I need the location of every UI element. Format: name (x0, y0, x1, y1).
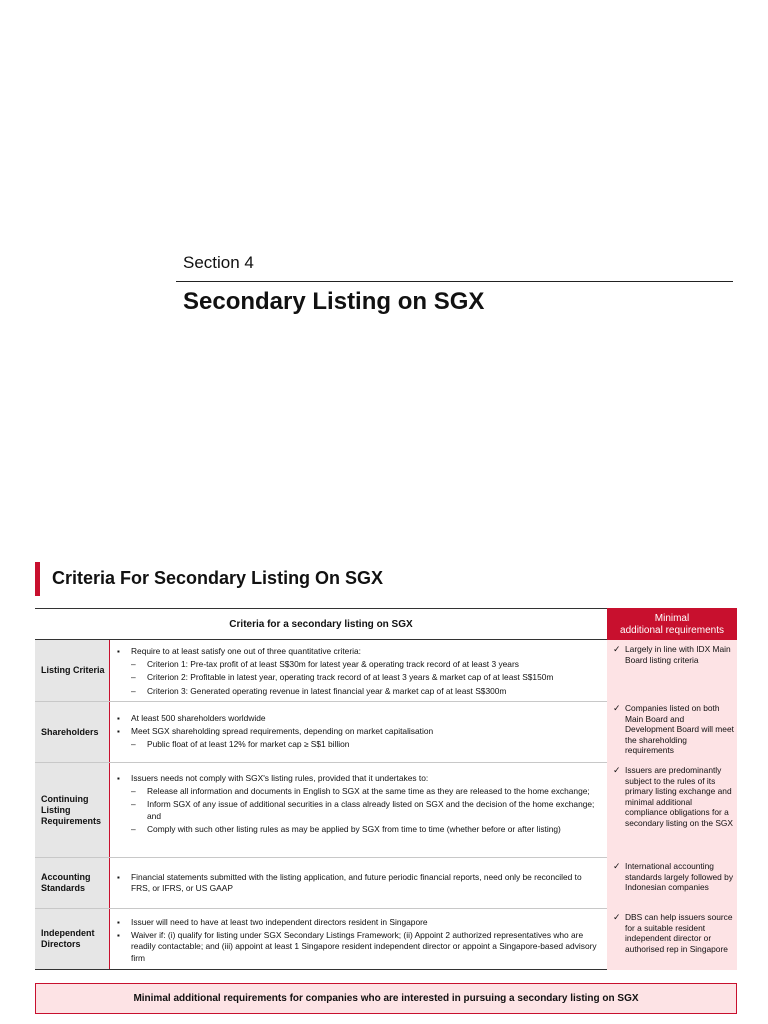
row-label: Independent Directors (35, 909, 110, 969)
criteria-heading: Criteria For Secondary Listing On SGX (52, 568, 384, 588)
bullet: ▪ Meet SGX shareholding spread requirements, depending on market capitalisation (116, 726, 603, 737)
table-row-accounting-standards (35, 858, 607, 909)
row-body (116, 713, 603, 751)
section-label: Section 4 (183, 253, 254, 272)
table-row-shareholders (35, 702, 607, 763)
side-header-line2: additional requirements (620, 624, 724, 636)
bullet: ▪ Require to at least satisfy one out of three quantitative criteria: (116, 646, 603, 657)
bullet: ▪ Issuers needs not comply with SGX's listing rules, provided that it undertakes to: (116, 773, 603, 784)
row-label: Continuing Listing Requirements (35, 763, 110, 857)
bullet: ▪ Waiver if: (i) qualify for listing under SGX Secondary Listings Framework; (ii) Appoint 2 authorized representatives who are readily contactable; and (iii) appoint at least 1 Singapore resident independent director or appoint a Singapore-based advisory firm (116, 930, 603, 964)
row-body (116, 773, 603, 835)
sub-bullet: – Inform SGX of any issue of additional securities in a class already listed on SGX and the decision of the home exchange; and (116, 799, 603, 821)
side-header-line1: Minimal (654, 612, 690, 624)
row-body (116, 917, 603, 964)
row-label: Shareholders (35, 702, 110, 762)
table-row-listing-criteria (35, 640, 607, 702)
row-body (116, 646, 603, 697)
footer-note-box (35, 983, 737, 1014)
side-requirement-item: ✓ Largely in line with IDX Main Board listing criteria (611, 644, 735, 665)
sub-bullet: – Comply with such other listing rules as may be applied by SGX from time to time (whether before or after listing) (116, 824, 603, 835)
bullet: ▪ Issuer will need to have at least two independent directors resident in Singapore (116, 917, 603, 928)
bullet: ▪ Financial statements submitted with the listing application, and future periodic financial reports, need only be reconciled to FRS, or IFRS, or US GAAP (116, 872, 603, 894)
table-row-independent-directors (35, 909, 607, 970)
side-requirement-item: ✓ Companies listed on both Main Board and Development Board will meet the shareholding requirements (611, 703, 735, 756)
sub-bullet: – Criterion 1: Pre-tax profit of at least S$30m for latest year & operating track record of at least 3 years (116, 659, 603, 670)
footer-note: Minimal additional requirements for companies who are interested in pursuing a secondary listing on SGX (133, 993, 639, 1004)
table-header-main: Criteria for a secondary listing on SGX (229, 619, 413, 630)
sub-bullet: – Criterion 2: Profitable in latest year, operating track record of at least 3 years & market cap of at least S$150m (116, 672, 603, 683)
heading-accent-bar (35, 562, 40, 596)
table-header-side (607, 608, 737, 641)
sub-bullet: – Public float of at least 12% for market cap ≥ S$1 billion (116, 739, 603, 750)
section-divider (176, 281, 733, 282)
sub-bullet: – Release all information and documents in English to SGX at the same time as they are released to the home exchange; (116, 786, 603, 797)
bullet: ▪ At least 500 shareholders worldwide (116, 713, 603, 724)
criteria-table (35, 608, 737, 963)
row-label: Listing Criteria (35, 640, 110, 701)
section-title: Secondary Listing on SGX (183, 288, 485, 315)
row-body (116, 872, 603, 894)
sub-bullet: – Criterion 3: Generated operating revenue in latest financial year & market cap of at least S$300m (116, 686, 603, 697)
table-row-continuing-listing (35, 763, 607, 858)
table-header-row (35, 608, 737, 640)
side-requirement-item: ✓ DBS can help issuers source for a suitable resident independent director or authorised rep in Singapore (611, 912, 735, 954)
side-requirement-item: ✓ International accounting standards largely followed by Indonesian companies (611, 861, 735, 893)
side-requirement-item: ✓ Issuers are predominantly subject to the rules of its primary listing exchange and minimal additional compliance obligations for a secondary listing on the SGX (611, 765, 735, 829)
row-label: Accounting Standards (35, 858, 110, 908)
